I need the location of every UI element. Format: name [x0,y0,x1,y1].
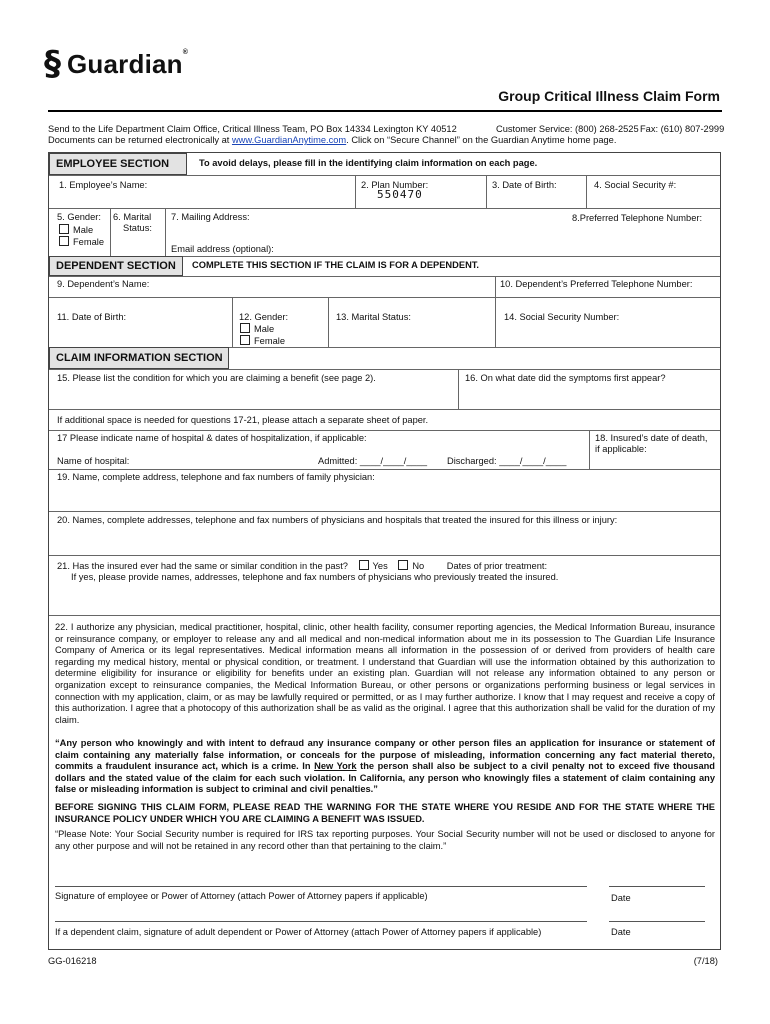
dependent-marital-field[interactable]: 13. Marital Status: [336,312,411,322]
dependent-instruction: COMPLETE THIS SECTION IF THE CLAIM IS FOR A DEPENDENT. [192,260,480,270]
employee-instruction: To avoid delays, please fill in the identifying claim information on each page. [199,158,538,168]
date-of-death-field[interactable]: 18. Insured’s date of death, [595,433,708,443]
family-physician-field[interactable]: 19. Name, complete address, telephone and fax numbers of family physician: [57,472,375,482]
dependent-ssn-field[interactable]: 14. Social Security Number: [504,312,620,322]
claim-section-header: CLAIM INFORMATION SECTION [49,347,229,369]
claim-form-frame [48,152,721,950]
dependent-female-option[interactable]: Female [240,335,285,347]
dependent-section-header: DEPENDENT SECTION [49,256,183,276]
gender-female-option[interactable]: Female [59,236,104,248]
admitted-date-field[interactable]: Admitted: ____/____/____ [318,456,428,466]
guardian-anytime-link[interactable]: www.GuardianAnytime.com [231,135,347,145]
employee-section-header: EMPLOYEE SECTION [49,153,187,175]
authorization-paragraph: 22. I authorize any physician, medical practitioner, hospital, clinic, other health facility, consumer reporting agencies, the Medical Information Bureau, insurance or reinsurance company, or employer to release any and all medical and non-medical information about me in its possession to The Guardian Life Insurance Company of America or its legal representatives. Medical information means all information in the possession of or derived from providers of health care regarding my medical history, mental or physical condition, or treatment. I understand that Guardian will use the information obtained by this authorization to determine eligibility for insurance or eligibility for benefits under an existing plan. Guardian will not release any information obtained to any person or organization except to reinsurance companies, the Medical Information Bureau, or other persons or organizations performing business or legal services in connection with my application, claim, or as may be lawfully required or permitted, or as I may further authorize. I know that I may request and receive a copy of this authorization. I agree that a photocopy of this authorization shall be as valid as the original. I agree that this authorization shall be valid for the duration of my claim. [55,622,715,725]
marital-status-field[interactable]: 6. Marital [113,212,152,222]
dependent-female-checkbox[interactable] [240,335,250,345]
employee-dob-field[interactable]: 3. Date of Birth: [492,180,557,190]
plan-number-field[interactable]: 2. Plan Number: [361,180,429,190]
fraud-warning: “Any person who knowingly and with intent to defraud any insurance company or other person files an application for insurance or statement of claim containing any materially false information, or conceals for the purpose of misleading, information concerning any fact material thereto, commits a fraudulent insurance act, which is a crime. In New York the person shall also be subject to a civil penalty not to exceed five thousand dollars and the stated value of the claim for each such violation. In California, any person who knowingly files a statement of claim containing any false or misleading information is subject to criminal and civil penalties.” [55,738,715,795]
treating-physicians-field[interactable]: 20. Names, complete addresses, telephone and fax numbers of physicians and hospitals that treated the insured for this illness or injury: [57,515,618,525]
marital-status-label-2: Status: [123,223,152,233]
electronic-return-note: Documents can be returned electronically at www.GuardianAnytime.com. Click on “Secure Channel” on the Guardian Anytime home page. [48,135,617,145]
employee-date-label: Date [611,893,631,903]
ssn-notice: “Please Note: Your Social Security number is required for IRS tax reporting purposes. Your Social Security number will not be used or disclosed to anyone for any other purpose and will not be retained in any record other than that pertaining to the claim.” [55,829,715,851]
symptoms-date-field[interactable]: 16. On what date did the symptoms first appear? [465,373,666,383]
send-to-address: Send to the Life Department Claim Office, Critical Illness Team, PO Box 14334 Lexington KY 40512 [48,124,457,134]
form-number: GG-016218 [48,956,97,966]
customer-service: Customer Service: (800) 268-2525 [496,124,639,134]
plan-number-value: 550470 [377,188,423,201]
employee-date-line[interactable] [609,886,705,887]
dependent-gender-label: 12. Gender: [239,312,289,322]
mailing-address-field[interactable]: 7. Mailing Address: [171,212,250,222]
logo-text: Guardian® [67,48,189,79]
header-rule [48,110,722,112]
employee-signature-label: Signature of employee or Power of Attorney (attach Power of Attorney papers if applicable) [55,891,428,901]
dependent-dob-field[interactable]: 11. Date of Birth: [57,312,127,322]
hospitalization-field[interactable]: 17 Please indicate name of hospital & dates of hospitalization, if applicable: [57,433,367,443]
hospital-name-field[interactable]: Name of hospital: [57,456,130,466]
form-title: Group Critical Illness Claim Form [498,88,720,104]
guardian-logo [44,44,189,84]
before-signing-warning: BEFORE SIGNING THIS CLAIM FORM, PLEASE READ THE WARNING FOR THE STATE WHERE YOU RESIDE AND FOR THE STATE WHERE THE INSURANCE POLICY UNDER WHICH YOU ARE CLAIMING A BENEFIT WAS ISSUED. [55,802,715,824]
employee-phone-field[interactable]: 8.Preferred Telephone Number: [572,213,703,223]
prior-condition-no[interactable]: No [398,561,424,571]
dependent-date-label: Date [611,927,631,937]
prior-condition-question: 21. Has the insured ever had the same or similar condition in the past? Yes No Dates of prior treatment: [57,561,548,571]
dependent-signature-label: If a dependent claim, signature of adult dependent or Power of Attorney (attach Power of Attorney papers if applicable) [55,927,542,937]
gender-label: 5. Gender: [57,212,101,222]
female-checkbox[interactable] [59,236,69,246]
prior-condition-yes[interactable]: Yes [359,561,388,571]
employee-name-field[interactable]: 1. Employee’s Name: [59,180,148,190]
prior-treatment-dates-field[interactable]: Dates of prior treatment: [446,561,548,571]
dependent-phone-field[interactable]: 10. Dependent’s Preferred Telephone Number: [500,279,693,289]
form-version: (7/18) [693,956,718,966]
dependent-male-option[interactable]: Male [240,323,274,335]
condition-field[interactable]: 15. Please list the condition for which you are claiming a benefit (see page 2). [57,373,376,383]
prior-physicians-field[interactable]: If yes, please provide names, addresses, telephone and fax numbers of physicians who previously treated the insured. [71,572,559,582]
discharged-date-field[interactable]: Discharged: ____/____/____ [447,456,567,466]
male-checkbox[interactable] [59,224,69,234]
additional-space-note: If additional space is needed for questions 17-21, please attach a separate sheet of paper. [57,415,429,425]
dependent-signature-line[interactable] [55,921,587,922]
date-of-death-note: if applicable: [595,444,647,454]
dependent-date-line[interactable] [609,921,705,922]
employee-signature-line[interactable] [55,886,587,887]
guardian-logo-icon: § [44,44,61,84]
dependent-name-field[interactable]: 9. Dependent’s Name: [57,279,150,289]
gender-male-option[interactable]: Male [59,224,93,236]
dependent-male-checkbox[interactable] [240,323,250,333]
employee-ssn-field[interactable]: 4. Social Security #: [594,180,677,190]
yes-checkbox[interactable] [359,560,369,570]
no-checkbox[interactable] [398,560,408,570]
fax-number: Fax: (610) 807-2999 [640,124,725,134]
email-address-field[interactable]: Email address (optional): [171,244,274,254]
